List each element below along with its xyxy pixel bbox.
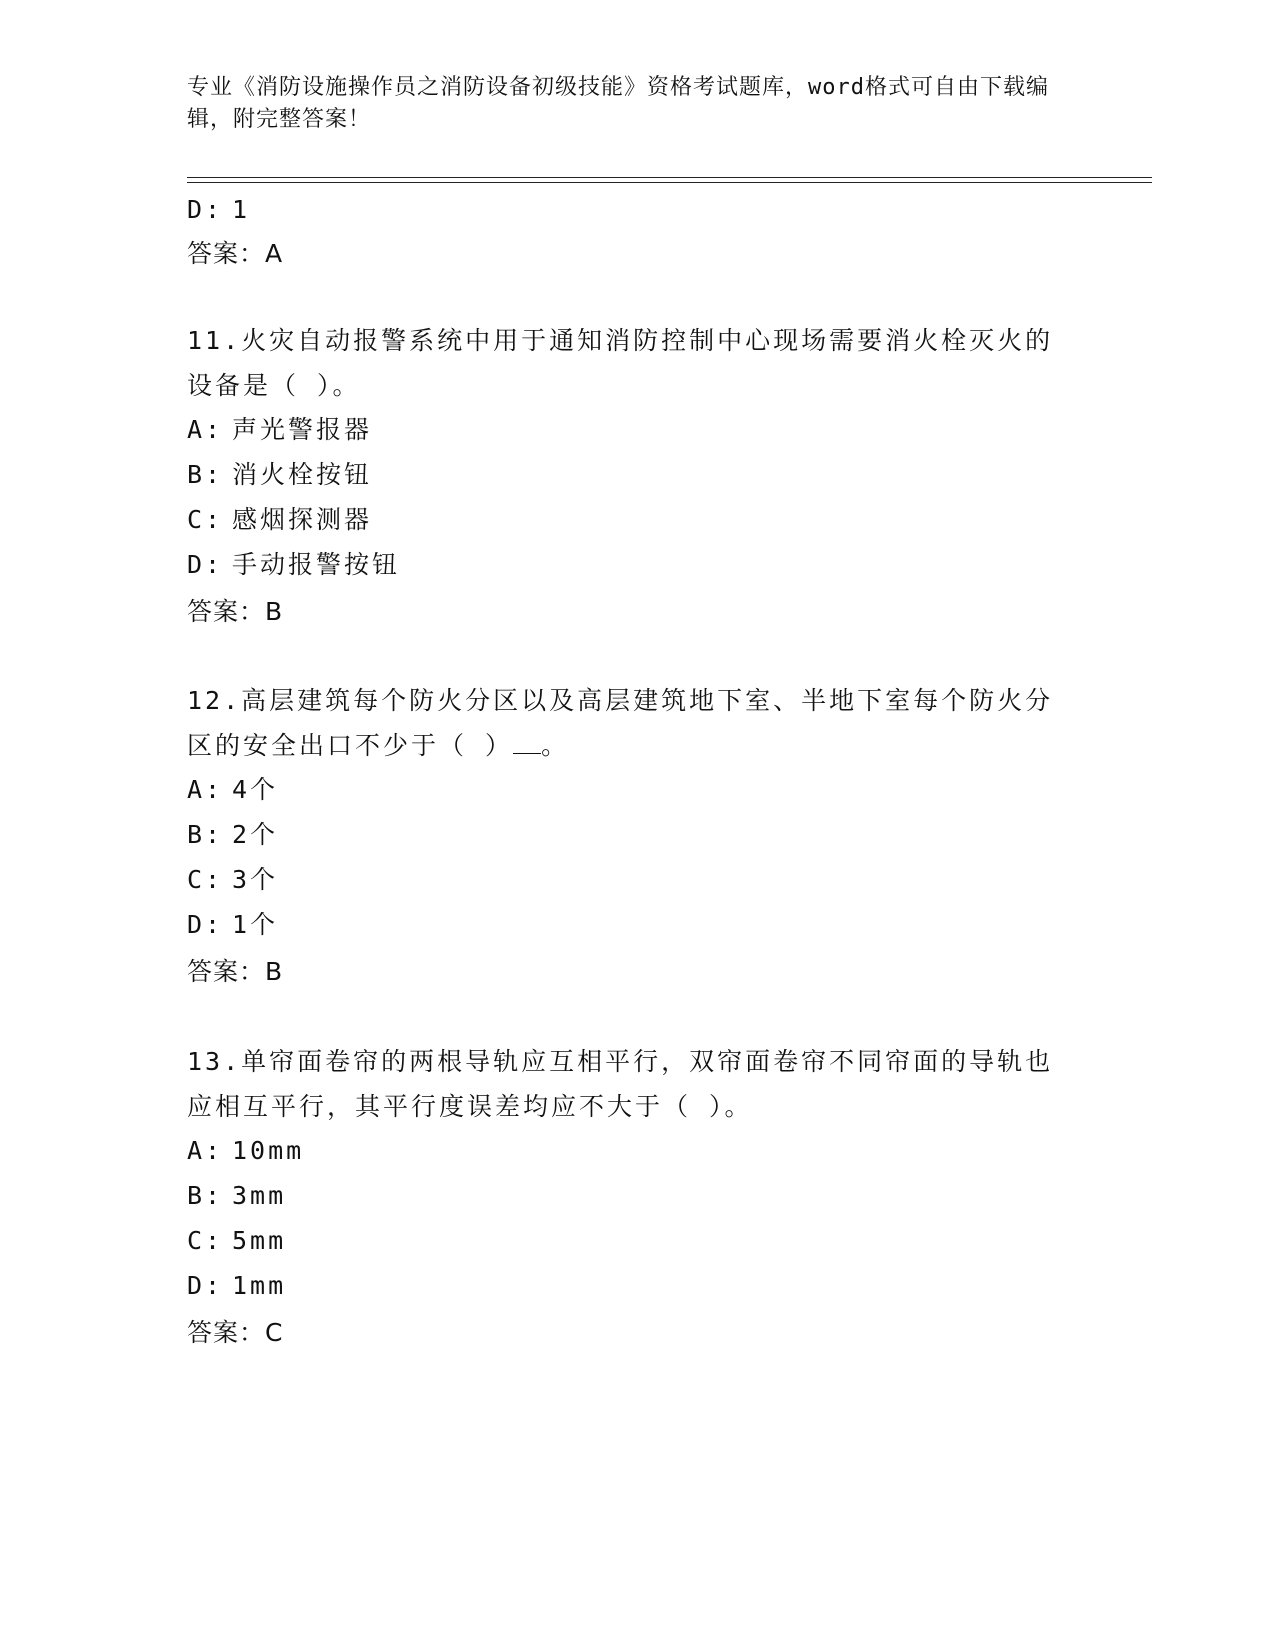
option-text: 1mm: [232, 1271, 287, 1300]
option-text: 3个: [232, 865, 279, 894]
question-11-answer: [187, 596, 283, 628]
question-12-option-a: [187, 774, 278, 806]
option-text: 2个: [232, 820, 279, 849]
option-label: B:: [187, 820, 224, 849]
question-11-option-d: [187, 549, 400, 581]
option-text: 声光警报器: [232, 415, 373, 444]
answer-label: 答案：: [187, 1318, 266, 1347]
option-text: 10mm: [232, 1136, 305, 1165]
option-label: B:: [187, 1181, 224, 1210]
document-header: [187, 72, 1067, 136]
answer-label: 答案：: [187, 957, 266, 986]
question-text: 单帘面卷帘的两根导轨应互相平行，双帘面卷帘不同帘面的导轨也: [241, 1047, 1054, 1076]
question-text: 应相互平行，其平行度误差均应不大于（ ）。: [187, 1092, 753, 1121]
question-13-option-a: [187, 1135, 304, 1167]
question-text-tail: 。: [541, 731, 570, 760]
prev-option-d: [187, 194, 250, 226]
answer-value: A: [265, 239, 284, 268]
answer-value: C: [265, 1318, 284, 1347]
option-text: 4个: [232, 775, 279, 804]
option-label: C:: [187, 865, 224, 894]
option-label: C:: [187, 1226, 224, 1255]
question-12-answer: [187, 956, 283, 988]
question-11-line-2: [187, 370, 361, 402]
option-label: A:: [187, 415, 224, 444]
option-label: D:: [187, 550, 224, 579]
header-text: 专业《消防设施操作员之消防设备初级技能》资格考试题库，word格式可自由下载编辑，附完整答案！: [187, 75, 1049, 132]
option-label: C:: [187, 505, 224, 534]
option-text: 感烟探测器: [232, 505, 373, 534]
option-label: D:: [187, 1271, 224, 1300]
question-13-option-c: [187, 1225, 286, 1257]
question-number: 13.: [187, 1047, 242, 1076]
option-label: D:: [187, 195, 224, 224]
option-text: 3mm: [232, 1181, 287, 1210]
question-11-option-b: [187, 459, 372, 491]
option-text: 手动报警按钮: [232, 550, 401, 579]
header-divider-bottom: [187, 182, 1152, 183]
question-text: 区的安全出口不少于（ ）: [187, 731, 514, 760]
question-11-option-c: [187, 504, 372, 536]
answer-label: 答案：: [187, 597, 266, 626]
question-13-option-b: [187, 1180, 286, 1212]
question-13-answer: [187, 1317, 283, 1349]
answer-label: 答案：: [187, 239, 266, 268]
question-number: 11.: [187, 326, 242, 355]
question-12-option-c: [187, 864, 278, 896]
answer-value: B: [265, 597, 284, 626]
question-text: 火灾自动报警系统中用于通知消防控制中心现场需要消火栓灭火的: [241, 326, 1054, 355]
question-12-option-b: [187, 819, 278, 851]
question-number: 12.: [187, 686, 242, 715]
option-text: 1个: [232, 910, 279, 939]
option-label: D:: [187, 910, 224, 939]
question-12-option-d: [187, 909, 278, 941]
answer-blank: [513, 731, 541, 754]
question-12-line-1: [187, 685, 1053, 717]
question-11-option-a: [187, 414, 372, 446]
option-label: B:: [187, 460, 224, 489]
option-text: 消火栓按钮: [232, 460, 373, 489]
option-label: A:: [187, 1136, 224, 1165]
question-13-line-2: [187, 1091, 753, 1123]
option-text: 1: [232, 195, 251, 224]
question-text: 高层建筑每个防火分区以及高层建筑地下室、半地下室每个防火分: [241, 686, 1054, 715]
question-12-line-2: [187, 730, 569, 762]
option-text: 5mm: [232, 1226, 287, 1255]
question-13-line-1: [187, 1046, 1053, 1078]
header-divider-top: [187, 177, 1152, 178]
answer-value: B: [265, 957, 284, 986]
question-text: 设备是（ ）。: [187, 371, 361, 400]
prev-answer: [187, 238, 283, 270]
question-11-line-1: [187, 325, 1053, 357]
question-13-option-d: [187, 1270, 286, 1302]
option-label: A:: [187, 775, 224, 804]
